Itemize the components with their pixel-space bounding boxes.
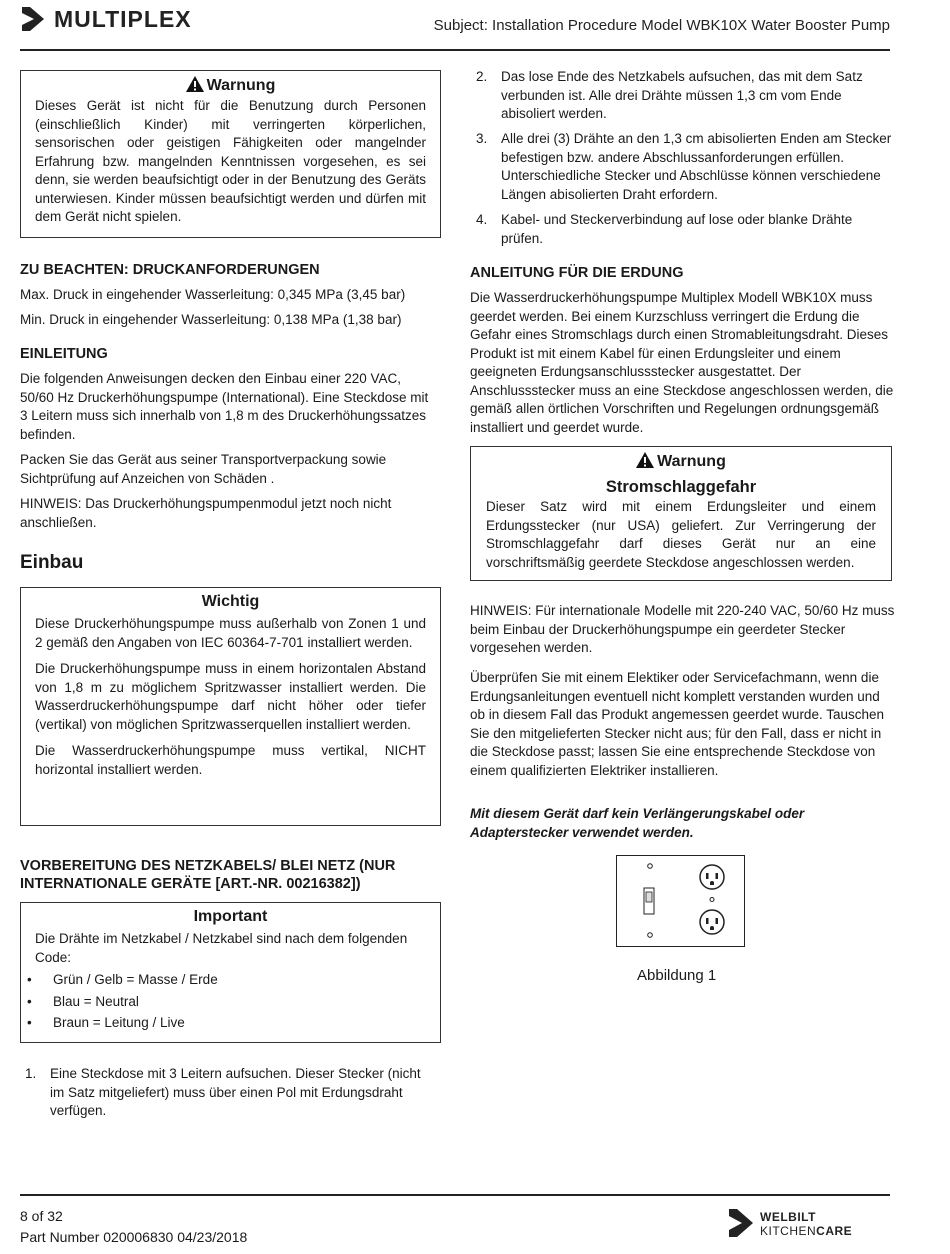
- outlet-plate-icon: [616, 855, 745, 947]
- grounding-hinweis: HINWEIS: Für internationale Modelle mit 220-240 VAC, 50/60 Hz muss beim Einbau der Druckerhöhungspumpe ein geerdeter Stecker vorgesehen werden.: [470, 603, 895, 655]
- welbilt-brand-top: WELBILT: [760, 1210, 816, 1224]
- page-subject: Subject: Installation Procedure Model WBK10X Water Booster Pump: [433, 17, 890, 34]
- list-item: • Blau = Neutral: [27, 993, 139, 1009]
- wichtig-p1: Diese Druckerhöhungspumpe muss außerhalb von Zonen 1 und 2 gemäß den Angaben von IEC 60364-7-701 installiert werden.: [35, 616, 426, 650]
- cable-heading: VORBEREITUNG DES NETZKABELS/ BLEI NETZ (NUR INTERNATIONALE GERÄTE [ART.-NR. 00216382]): [20, 858, 396, 892]
- step-3: 3. Alle drei (3) Drähte an den 1,3 cm abisolierten Enden am Stecker befestigen bzw. andere Abschlussanforderungen erfüllen. Unterschiedliche Stecker und Abschlüsse können verschiedene Längen abisolierten Draht erfordern.: [476, 131, 892, 202]
- multiplex-logo-icon: [20, 5, 46, 33]
- header-rule: [20, 49, 890, 51]
- footer-rule: [20, 1194, 890, 1196]
- grounding-bold-note: Mit diesem Gerät darf kein Verlängerungskabel oder Adapterstecker verwendet werden.: [470, 806, 805, 840]
- warning-box-1: [20, 70, 441, 238]
- intro-p3: HINWEIS: Das Druckerhöhungspumpenmodul jetzt noch nicht anschließen.: [20, 496, 392, 530]
- outlet-plate-figure: [616, 855, 745, 947]
- intro-p2: Packen Sie das Gerät aus seiner Transportverpackung sowie Sichtprüfung auf Anzeichen von Schäden .: [20, 452, 387, 486]
- warning-subtitle: Stromschlaggefahr: [605, 478, 757, 496]
- wichtig-p2: Die Druckerhöhungspumpe muss in einem horizontalen Abstand von 1,8 m zu möglichem Spritzwasser installiert werden. Die Wasserdruckerhöhungspumpe darf nicht höher oder tiefer (vertikal) von möglichen Spritzwasserquellen installiert werden.: [35, 661, 426, 732]
- warning-title: Warnung: [471, 452, 891, 471]
- einbau-heading: Einbau: [20, 552, 84, 573]
- grounding-p1: Die Wasserdruckerhöhungspumpe Multiplex Modell WBK10X muss geerdet werden. Bei einem Kurzschluss verringert die Erdung die Gefahr eines Stromschlags durch einen Stromableitungsdraht. Dieses Produkt ist mit einem Kabel für einen Erdungsleiter und einem geeigneten Erdungsanschlussstecker ausgestattet. Der Anschlussstecker muss an eine Steckdose angeschlossen werden, die gemäß allen örtlichen Vorschriften und Regelungen ordnungsgemäß installiert und geerdet wurde.: [470, 290, 894, 435]
- multiplex-logo: [20, 4, 260, 34]
- intro-p1: Die folgenden Anweisungen decken den Einbau einer 220 VAC, 50/60 Hz Druckerhöhungspumpe (International). Eine Steckdose mit 3 Leitern muss sich innerhalb von 1,8 m des Druckerhöhungssatzes befinden.: [20, 371, 429, 442]
- warning-title: Warnung: [21, 76, 440, 95]
- cable-code-intro: Die Drähte im Netzkabel / Netzkabel sind nach dem folgenden Code:: [35, 931, 408, 965]
- grounding-p2: Überprüfen Sie mit einem Elektiker oder Servicefachmann, wenn die Erdungsanleitungen eventuell nicht komplett verstanden wurden und ob in diesem Fall das Produkt angemessen geerdet wurde. Tauschen Sie den mitgelieferten Stecker nicht aus; für den Fall, dass er nicht in die Steckdose passt; lassen Sie eine entsprechende Steckdose von einem qualifizierten Elektriker installieren.: [470, 670, 884, 778]
- welbilt-logo: [727, 1205, 897, 1241]
- step-2: 2. Das lose Ende des Netzkabels aufsuchen, das mit dem Satz verbunden ist. Alle drei Drähte müssen 1,3 cm vom Ende abisoliert werden.: [476, 69, 863, 121]
- warning-text: Dieser Satz wird mit einem Erdungsleiter und einem Erdungsstecker (nur USA) geliefert. Zur Verringerung der Stromschlaggefahr darf dieses Gerät nur an eine vorschriftsmäßig geerdete Steckdose angeschlossen werden.: [486, 499, 876, 570]
- part-number: Part Number 020006830 04/23/2018: [20, 1229, 248, 1245]
- list-item: • Braun = Leitung / Live: [27, 1015, 185, 1030]
- step-1: 1. Eine Steckdose mit 3 Leitern aufsuchen. Dieser Stecker (nicht im Satz mitgeliefert) muss über einen Pol mit Erdungsdraht verfügen.: [25, 1066, 421, 1118]
- pressure-heading: ZU BEACHTEN: DRUCKANFORDERUNGEN: [20, 262, 320, 278]
- brand-name: MULTIPLEX: [54, 5, 192, 32]
- warning-icon: [636, 452, 654, 468]
- important-box-wichtig: [20, 587, 441, 826]
- welbilt-brand-bottom: KITCHENCARE: [760, 1224, 853, 1238]
- wire-code-list: [21, 971, 440, 1033]
- warning-icon: [186, 76, 204, 92]
- warning-text: Dieses Gerät ist nicht für die Benutzung durch Personen (einschließlich Kinder) mit verringerten körperlichen, sensorischen oder geistigen Fähigkeiten oder mangelnder Erfahrung bzw. mangelnden Kenntnissen vorgesehen, es sei denn, sie werden beaufsichtigt oder in der Benutzung des Geräts unterwiesen. Kinder müssen beaufsichtigt werden und dürfen mit dem Gerät nicht spielen.: [35, 98, 426, 224]
- grounding-heading: ANLEITUNG FÜR DIE ERDUNG: [470, 265, 684, 281]
- page-number: 8 of 32: [20, 1208, 63, 1224]
- pressure-max: Max. Druck in eingehender Wasserleitung: 0,345 MPa (3,45 bar): [20, 287, 406, 302]
- important-title: Important: [193, 908, 268, 925]
- warning-box-2: [470, 446, 892, 581]
- step-4: 4. Kabel- und Steckerverbindung auf lose oder blanke Drähte prüfen.: [476, 212, 853, 246]
- pressure-min: Min. Druck in eingehender Wasserleitung: 0,138 MPa (1,38 bar): [20, 312, 402, 327]
- wichtig-p3: Die Wasserdruckerhöhungspumpe muss vertikal, NICHT horizontal installiert werden.: [35, 743, 426, 777]
- intro-heading: EINLEITUNG: [20, 346, 108, 362]
- wichtig-title: Wichtig: [201, 593, 260, 610]
- list-item: • Grün / Gelb = Masse / Erde: [27, 972, 218, 987]
- welbilt-logo-icon: [727, 1207, 755, 1239]
- figure-caption: Abbildung 1: [637, 967, 717, 984]
- important-box-cable: [20, 902, 441, 1043]
